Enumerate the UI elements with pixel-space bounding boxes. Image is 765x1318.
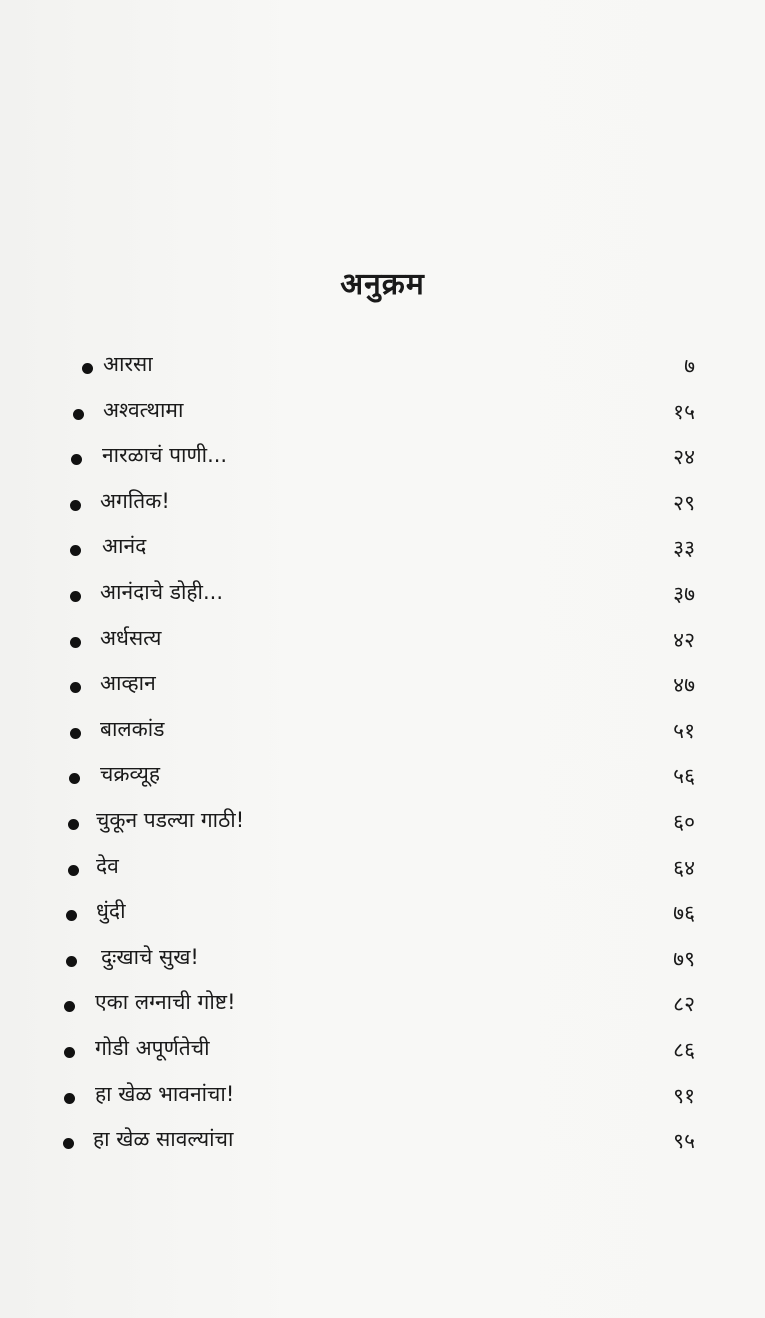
toc-entry xyxy=(0,762,765,808)
toc-entry xyxy=(0,534,765,580)
bullet-icon xyxy=(63,1138,74,1149)
toc-entry xyxy=(0,1082,765,1128)
toc-entry-page-number: ७ xyxy=(684,354,695,378)
bullet-icon xyxy=(70,637,81,648)
toc-entry-page-number: १५ xyxy=(673,399,695,424)
toc-entry-page-number: ९५ xyxy=(673,1129,695,1154)
bullet-icon xyxy=(82,363,93,374)
toc-entry-page-number: ३३ xyxy=(673,536,695,561)
bullet-icon xyxy=(66,910,77,921)
toc-entry-page-number: ५६ xyxy=(673,764,695,789)
toc-entry xyxy=(0,443,765,489)
toc-entry-page-number: ९१ xyxy=(673,1083,695,1108)
toc-entry-page-number: ७६ xyxy=(673,901,695,926)
bullet-icon xyxy=(70,545,81,556)
toc-entry-title: आनंदाचे डोही... xyxy=(100,579,224,604)
toc-entry-title: अर्धसत्य xyxy=(100,625,162,650)
bullet-icon xyxy=(69,773,80,784)
bullet-icon xyxy=(73,409,84,420)
bullet-icon xyxy=(64,1093,75,1104)
toc-entry-page-number: ४७ xyxy=(673,673,695,698)
bullet-icon xyxy=(66,956,77,967)
bullet-icon xyxy=(68,819,79,830)
toc-entry-title: आनंद xyxy=(102,534,147,559)
toc-entry-title: अगतिक! xyxy=(100,488,170,513)
toc-entry-title: दुःखाचे सुख! xyxy=(101,944,199,969)
toc-entry-title: अश्वत्थामा xyxy=(103,397,184,422)
toc-entry-title: एका लग्नाची गोष्ट! xyxy=(95,990,236,1015)
toc-entry-page-number: ८६ xyxy=(673,1037,695,1062)
toc-entry-page-number: २९ xyxy=(673,490,695,515)
bullet-icon xyxy=(71,454,82,465)
toc-entry xyxy=(0,671,765,717)
toc-entry xyxy=(0,899,765,945)
toc-entry-page-number: ३७ xyxy=(673,581,695,606)
toc-entry xyxy=(0,580,765,626)
toc-entry xyxy=(0,489,765,535)
bullet-icon xyxy=(70,500,81,511)
toc-entry-title: गोडी अपूर्णतेची xyxy=(95,1035,210,1060)
toc-entry-page-number: ६० xyxy=(673,809,695,834)
bullet-icon xyxy=(70,591,81,602)
toc-entry xyxy=(0,352,765,398)
bullet-icon xyxy=(68,865,79,876)
toc-entry xyxy=(0,854,765,900)
toc-entry-title: देव xyxy=(96,853,119,878)
toc-entry xyxy=(0,945,765,991)
toc-entry xyxy=(0,808,765,854)
toc-entry-title: हा खेळ सावल्यांचा xyxy=(93,1127,234,1152)
toc-entry-title: आरसा xyxy=(103,352,153,376)
toc-entry-page-number: २४ xyxy=(673,445,695,470)
toc-entry-page-number: ८२ xyxy=(673,992,695,1017)
toc-entry xyxy=(0,717,765,763)
table-of-contents xyxy=(0,352,765,1173)
toc-entry xyxy=(0,1127,765,1173)
toc-entry-title: धुंदी xyxy=(96,899,126,924)
bullet-icon xyxy=(64,1047,75,1058)
bullet-icon xyxy=(70,682,81,693)
toc-entry-title: चक्रव्यूह xyxy=(100,762,160,787)
toc-entry-title: नारळाचं पाणी... xyxy=(102,443,228,468)
bullet-icon xyxy=(70,728,81,739)
bullet-icon xyxy=(64,1001,75,1012)
toc-entry-title: आव्हान xyxy=(100,671,156,696)
toc-entry-title: चुकून पडल्या गाठी! xyxy=(96,807,245,832)
toc-entry xyxy=(0,1036,765,1082)
toc-entry xyxy=(0,626,765,672)
page-title: अनुक्रम xyxy=(340,267,425,302)
toc-entry-page-number: ७९ xyxy=(673,946,695,971)
toc-entry-page-number: ६४ xyxy=(673,855,695,880)
toc-entry-page-number: ५१ xyxy=(673,718,695,743)
toc-entry xyxy=(0,398,765,444)
toc-entry xyxy=(0,990,765,1036)
toc-entry-title: हा खेळ भावनांचा! xyxy=(95,1081,235,1106)
toc-entry-title: बालकांड xyxy=(100,716,165,741)
toc-entry-page-number: ४२ xyxy=(673,627,695,652)
